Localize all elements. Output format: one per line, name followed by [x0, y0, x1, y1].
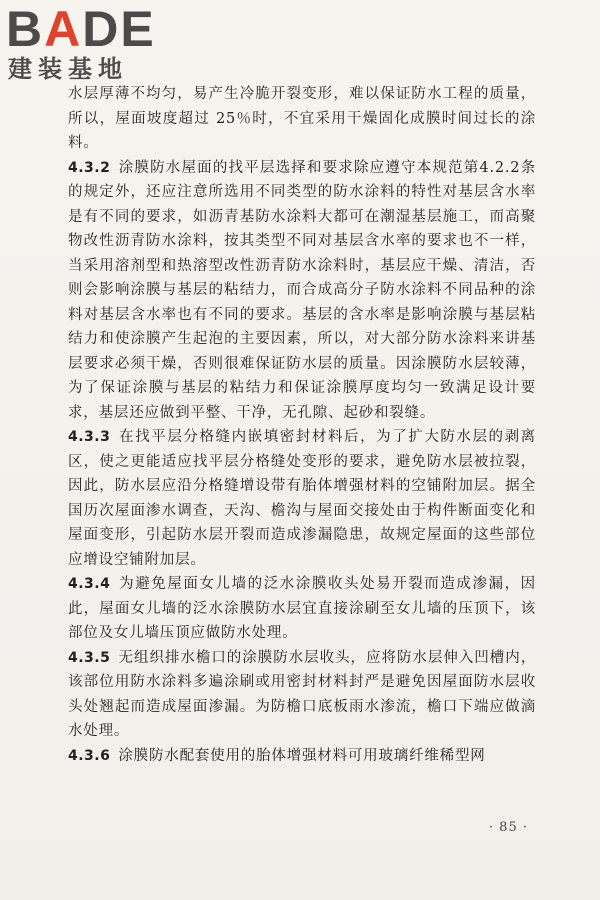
- page-number: · 85 ·: [488, 820, 528, 835]
- brand-subtitle: 建装基地: [8, 55, 128, 83]
- body-text: [68, 82, 536, 768]
- section-number: 4.3.5: [68, 649, 111, 666]
- section-number: 4.3.2: [68, 159, 111, 176]
- paragraph-4-3-5: [68, 646, 536, 744]
- section-number: 4.3.4: [68, 576, 111, 592]
- paragraph-text: 为避免屋面女儿墙的泛水涂膜收头处易开裂而造成渗漏，因此，屋面女儿墙的泛水涂膜防水层宜直接涂刷至女儿墙的压顶下，该部位及女儿墙压顶应做防水处理。: [68, 576, 536, 641]
- paragraph-continuation: [68, 82, 536, 156]
- section-number: 4.3.6: [68, 747, 111, 764]
- paragraph-text: 涂膜防水屋面的找平层选择和要求除应遵守本规范第4.2.2条的规定外，还应注意所选用不同类型的防水涂料的特性对基层含水率是有不同的要求，如沥青基防水涂料大都可在潮湿基层施工，而高聚物改性沥青防水涂料，按其类型不同对基层含水率的要求也不一样，当采用溶剂型和热溶型改性沥青防水涂料时，基层应干燥、清洁，否则会影响涂膜与基层的粘结力，而合成高分子防水涂料不同品种的涂料对基层含水率也有不同的要求。基层的含水率是影响涂膜与基层粘结力和使涂膜产生起泡的主要因素，所以，对大部分防水涂料来讲基层要求必须干燥，否则很难保证防水层的质量。因涂膜防水层较薄，为了保证涂膜与基层的粘结力和保证涂膜厚度均匀一致满足设计要求，基层还应做到平整、干净，无孔隙、起砂和裂缝。: [68, 159, 536, 421]
- paragraph-text: 无组织排水檐口的涂膜防水层收头，应将防水层伸入凹槽内，该部位用防水涂料多遍涂刷或用密封材料封严是避免因屋面防水层收头处翘起而造成屋面渗漏。为防檐口底板雨水渗流，檐口下端应做滴水处理。: [68, 649, 536, 739]
- section-number: 4.3.3: [68, 429, 111, 445]
- brand-logo-text: BADE: [6, 1, 156, 57]
- paragraph-4-3-2: [68, 156, 536, 426]
- paragraph-4-3-3: [68, 425, 536, 572]
- paragraph-4-3-4: [68, 572, 536, 646]
- paragraph-text: 水层厚薄不均匀，易产生冷脆开裂变形，难以保证防水工程的质量，所以，屋面坡度超过 25％时，不宜采用干燥固化成膜时间过长的涂料。: [68, 86, 536, 151]
- paragraph-text: 在找平层分格缝内嵌填密封材料后，为了扩大防水层的剥离区，使之更能适应找平层分格缝处变形的要求，避免防水层被拉裂，因此，防水层应沿分格缝增设带有胎体增强材料的空铺附加层。据全国历次屋面渗水调查，天沟、檐沟与屋面交接处由于构件断面变化和屋面变形，引起防水层开裂而造成渗漏隐患，故规定屋面的这些部位应增设空铺附加层。: [68, 429, 536, 568]
- brand-logo: [6, 1, 181, 83]
- paragraph-4-3-6: [68, 744, 536, 769]
- paragraph-text: 涂膜防水配套使用的胎体增强材料可用玻璃纤维稀型网: [118, 747, 486, 764]
